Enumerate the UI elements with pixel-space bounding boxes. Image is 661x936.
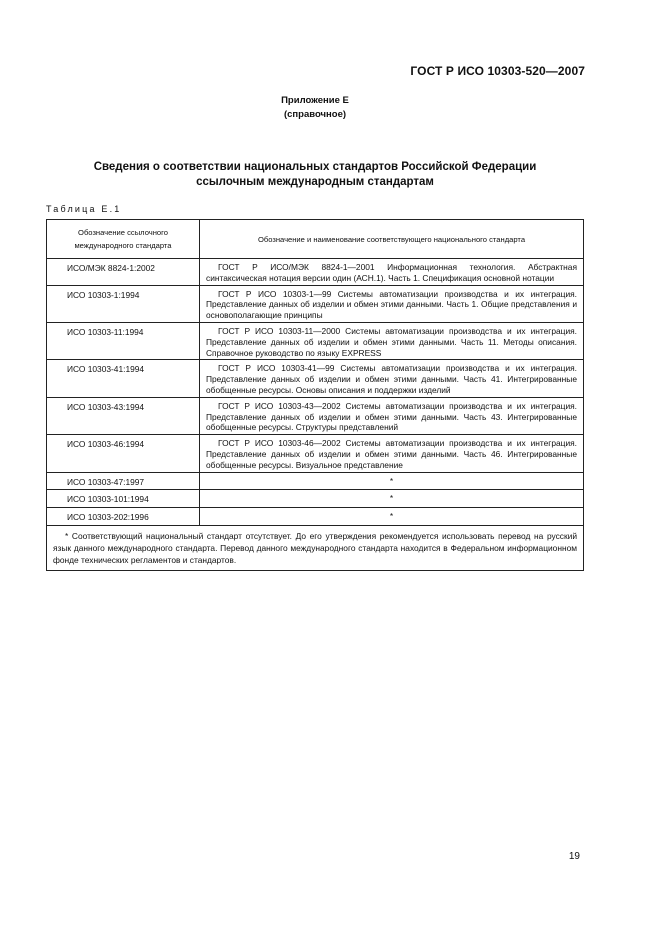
table-row	[47, 360, 584, 397]
annex-title: Приложение Е	[281, 95, 349, 106]
national-standard-cell	[200, 360, 584, 397]
no-national-standard-marker: *	[200, 490, 584, 508]
national-standard-cell	[200, 259, 584, 286]
international-standard-cell: ИСО 10303-41:1994	[47, 360, 200, 397]
table-row	[47, 472, 584, 490]
table-header-row	[47, 220, 584, 259]
no-national-standard-marker: *	[200, 508, 584, 526]
annex-note: (справочное)	[283, 109, 347, 120]
column-header-international: Обозначение ссылочного международного стандарта	[47, 220, 200, 259]
international-standard-cell: ИСО 10303-101:1994	[47, 490, 200, 508]
document-code: ГОСТ Р ИСО 10303-520—2007	[410, 64, 585, 78]
international-standard-cell: ИСО 10303-202:1996	[47, 508, 200, 526]
page-number: 19	[568, 851, 580, 862]
annex-block	[0, 94, 630, 122]
footnote-text: * Соответствующий национальный стандарт отсутствует. До его утверждения рекомендуется использовать перевод на русский язык данного международного стандарта. Перевод данного международного стандарта находится в Федеральном информационном фонде технических регламентов и стандартов.	[53, 530, 577, 565]
table-row	[47, 285, 584, 322]
table-row	[47, 490, 584, 508]
table-footnote	[47, 525, 584, 570]
international-standard-cell: ИСО/МЭК 8824-1:2002	[47, 259, 200, 286]
heading-line-1: Сведения о соответствии национальных стандартов Российской Федерации	[93, 161, 537, 173]
international-standard-cell: ИСО 10303-1:1994	[47, 285, 200, 322]
international-standard-cell: ИСО 10303-43:1994	[47, 397, 200, 434]
national-standard-text: ГОСТ Р ИСО 10303-11—2000 Системы автоматизации производства и их интеграция. Представление данных об изделии и обмен этими данными. Часть 11. Методы описания. Справочное руководство по языку EXPRESS	[206, 325, 577, 358]
national-standard-cell	[200, 397, 584, 434]
heading-line-2: ссылочным международным стандартам	[196, 176, 434, 188]
national-standard-text: ГОСТ Р ИСО 10303-46—2002 Системы автоматизации производства и их интеграция. Представление данных об изделии и обмен этими данными. Часть 46. Интегрированные обобщенные ресурсы. Визуальное представление	[206, 438, 577, 470]
national-standard-cell	[200, 322, 584, 359]
international-standard-cell: ИСО 10303-46:1994	[47, 435, 200, 472]
national-standard-text: ГОСТ Р ИСО 10303-43—2002 Системы автоматизации производства и их интеграция. Представление данных об изделии и обмен этими данными. Часть 43. Интегрированные обобщенные ресурсы. Структуры представлений	[206, 400, 577, 433]
international-standard-cell: ИСО 10303-11:1994	[47, 322, 200, 359]
table-row	[47, 508, 584, 526]
international-standard-cell: ИСО 10303-47:1997	[47, 472, 200, 490]
national-standard-text: ГОСТ Р ИСО 10303-1—99 Системы автоматизации производства и их интеграция. Представление данных об изделии и обмен этими данными. Часть 1. Общие представления и основополагающие принципы	[206, 288, 577, 321]
table-row	[47, 435, 584, 472]
national-standard-text: ГОСТ Р ИСО 10303-41—99 Системы автоматизации производства и их интеграция. Представление данных об изделии и обмен этими данными. Часть 41. Интегрированные обобщенные ресурсы. Основы описания и поддержки изделий	[206, 363, 577, 395]
section-heading	[0, 160, 630, 190]
national-standard-text: ГОСТ Р ИСО/МЭК 8824-1—2001 Информационная технология. Абстрактная синтаксическая нотация версии один (АСН.1). Часть 1. Спецификация основной нотации	[206, 262, 577, 283]
table-row	[47, 259, 584, 286]
national-standard-cell	[200, 435, 584, 472]
table-row	[47, 322, 584, 359]
table-footnote-row	[47, 525, 584, 570]
column-header-national: Обозначение и наименование соответствующего национального стандарта	[200, 220, 584, 259]
table-row	[47, 397, 584, 434]
table-caption: Таблица Е.1	[46, 204, 122, 214]
correspondence-table	[46, 219, 584, 571]
no-national-standard-marker: *	[200, 472, 584, 490]
national-standard-cell	[200, 285, 584, 322]
